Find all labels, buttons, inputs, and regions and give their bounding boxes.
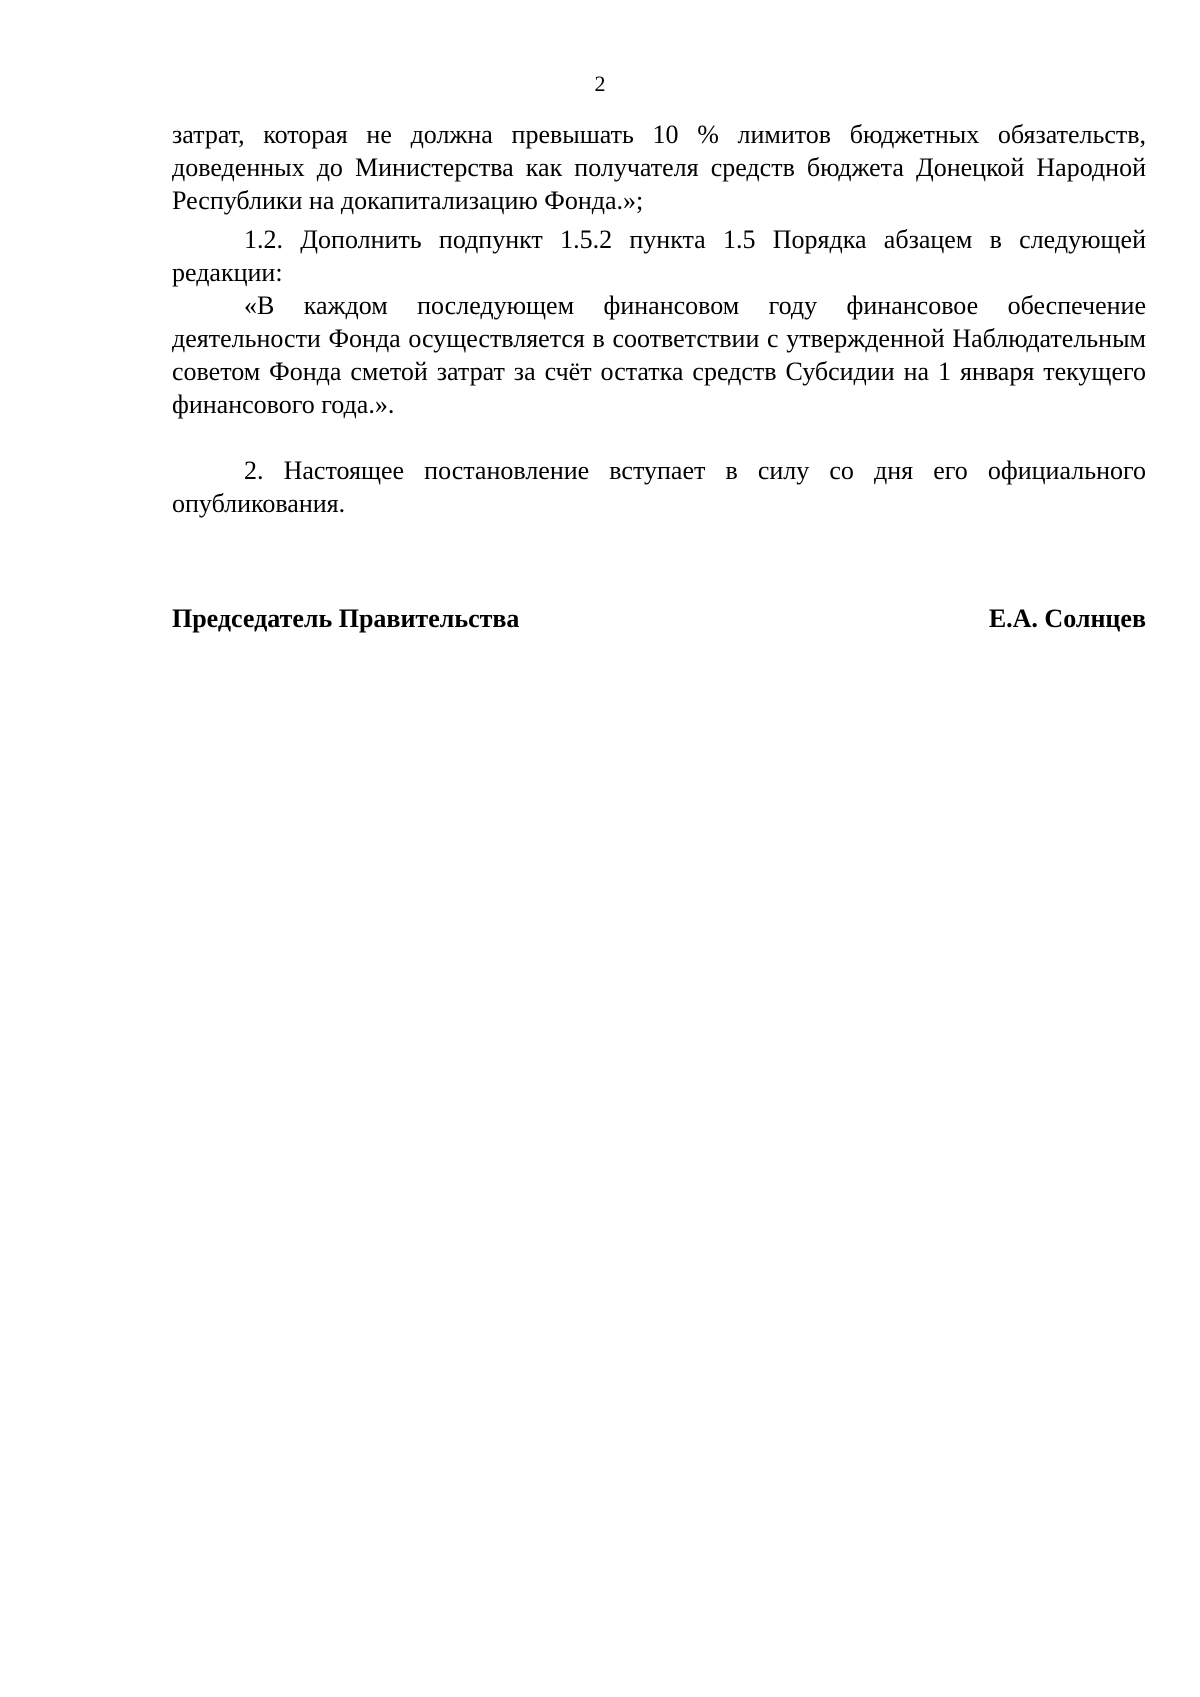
signature-block [172, 602, 1146, 635]
paragraph-amendment-1-2: 1.2. Дополнить подпункт 1.5.2 пункта 1.5 Порядка абзацем в следующей редакции: [172, 225, 1146, 287]
signature-name: Е.А. Солнцев [988, 604, 1146, 633]
paragraph-quoted-text: «В каждом последующем финансовом году финансовое обеспечение деятельности Фонда осуществляется в соответствии с утвержденной Наблюдательным советом Фонда сметой затрат за счёт остатка средств Субсидии на 1 января текущего финансового года.». [172, 291, 1146, 419]
paragraph-continuation: затрат, которая не должна превышать 10 % лимитов бюджетных обязательств, доведенных до Министерства как получателя средств бюджета Донецкой Народной Республики на докапитализацию Фонда.»; [172, 120, 1146, 215]
signature-position: Председатель Правительства [172, 604, 520, 633]
page-number: 2 [594, 71, 606, 96]
paragraph-effective-date: 2. Настоящее постановление вступает в силу со дня его официального опубликования. [172, 456, 1146, 518]
document-body [172, 118, 1146, 520]
